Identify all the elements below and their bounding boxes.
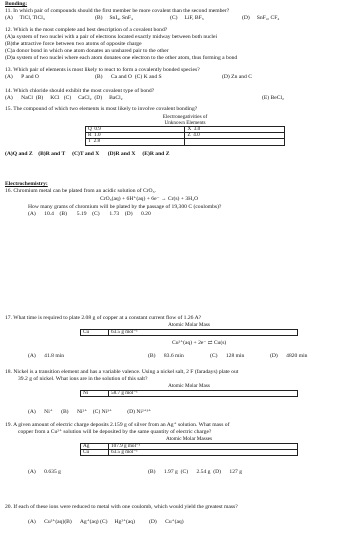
q18-table-title: Atomic Molar Mass	[168, 383, 210, 390]
q17-table-title: Atomic Molar Mass	[168, 322, 210, 329]
q19-line-1: 19. A given amount of electric charge deposits 2.159 g of silver from an Ag⁺ solution. What mass of	[5, 422, 230, 428]
q13-option-d: (D) Zn and C	[222, 74, 252, 80]
bonding-heading: Bonding:	[5, 1, 28, 7]
q15-text: 15. The compound of which two elements is most likely to involve covalent bonding?	[5, 106, 198, 112]
q12-option-b: (B)the attractive force between two atoms of opposite charge	[5, 41, 142, 47]
electrochemistry-heading: Electrochemistry:	[5, 181, 48, 187]
en-table-header-1: Electronegativities of	[162, 114, 208, 120]
q11-option-d: (D) SnF₄, CF₄	[242, 15, 280, 21]
q17-table-mass: 63.5 g mol⁻¹	[109, 329, 298, 335]
q19-line-2: copper from a Cu²⁺ solution will be deposited by the same quantity of electric charge?	[18, 429, 212, 435]
q17-molar-mass-table	[80, 323, 298, 336]
q20-text: 20. If each of these ions were reduced to metal with one coulomb, which would yield the greatest mass?	[5, 504, 238, 510]
q14-text: 14. Which chloride should exhibit the most covalent type of bond?	[5, 88, 155, 94]
en-cell: X 3.0	[185, 127, 285, 133]
q14-option-e: (E) BeCl₂	[262, 95, 284, 101]
q17-option-d: (D) 4820 min	[270, 353, 308, 359]
en-cell: Z 4.0	[185, 133, 285, 139]
q11-option-c: (C) LiF, BF₃	[170, 15, 204, 21]
q18-table-mass: 58.7 g mol⁻¹	[109, 390, 298, 396]
q19-table-elem: Cu	[81, 449, 109, 455]
q19-option-a: (A) 0.635 g	[28, 469, 61, 475]
q12-option-d: (D)a system of two nuclei where each atom donates one electron to the other atom, thus forming a bond	[5, 55, 238, 61]
q17-option-c: (C) 128 min	[210, 353, 245, 359]
q18-line-1: 18. Nickel is a transition element and has a variable valence. Using a nickel salt, 2 F (faradays) plate out	[5, 369, 239, 375]
q14-options: (A) NaCl (B) KCl (C) CaCl₂ (D) BaCl₂	[5, 95, 123, 101]
q18-molar-mass-table	[80, 384, 298, 397]
q12-option-c: (C)a donor bond in which one atom donates an unshared pair to the other	[5, 48, 169, 54]
q17-text: 17. What time is required to plate 2.08 g of copper at a constant current flow of 1.26 A?	[5, 315, 202, 321]
q16-question: How many grams of chromium will be plated by the passage of 19,300 C (coulombs)?	[28, 204, 222, 210]
q11-text: 11. In which pair of compounds should the first member be more covalent than the second member?	[5, 8, 230, 14]
q13-option-a: (A) P and O	[5, 74, 39, 80]
q11-option-b: (B) SnI₄, SnF₄	[95, 15, 133, 21]
en-cell	[185, 139, 285, 145]
q20-answers: (A) Cu²⁺(aq)(B) Ag⁺(aq) (C) Hg²⁺(aq) (D) Cu⁺(aq)	[28, 519, 184, 525]
q18-table-elem: Ni	[81, 390, 109, 396]
en-cell: Q 0.9	[86, 127, 185, 133]
q19-table-mass: 107.9 g mol⁻¹	[109, 443, 298, 449]
q16-text: 16. Chromium metal can be plated from an acidic solution of CrO₃.	[5, 188, 156, 194]
q17-option-b: (B) 83.6 min	[148, 353, 184, 359]
q19-molar-mass-table	[80, 437, 298, 456]
q15-answers: (A)Q and Z (B)R and T (C)T and X (D)R and X (E)R and Z	[5, 151, 170, 157]
electronegativity-table	[85, 114, 285, 146]
q19-options-rest: (B) 1.97 g (C) 2.54 g (D) 127 g	[148, 469, 242, 475]
en-cell: R 1.0	[86, 133, 185, 139]
q19-table-elem: Ag	[81, 443, 109, 449]
q12-option-a: (A)a system of two nuclei with a pair of electrons located exactly midway between both nuclei	[5, 34, 218, 40]
q18-answers: (A) Ni⁺ (B) Ni²⁺ (C) Ni³⁺ (D) Ni²⁺³⁺	[28, 409, 152, 415]
en-cell: T 2.8	[86, 139, 185, 145]
q17-reaction: Cu²⁺(aq) + 2e⁻ ⇄ Cu(s)	[172, 340, 227, 346]
q16-answers: (A) 10.4 (B) 5.19 (C) 1.73 (D) 0.20	[28, 211, 151, 217]
q17-option-a: (A) 41.8 min	[28, 353, 65, 359]
q19-table-title: Atomic Molar Masses	[165, 436, 213, 443]
q13-text: 13. Which pair of elements is most likely to react to form a covalently bonded species?	[5, 67, 200, 73]
q19-table-mass: 63.5 g mol⁻¹	[109, 449, 298, 455]
q12-text: 12. Which is the most complete and best description of a covalent bond?	[5, 27, 168, 33]
q18-line-2: 39.2 g of nickel. What ions are in the solution of this salt?	[18, 376, 148, 382]
q17-table-elem: Cu	[81, 329, 109, 335]
q13-option-b: (B) Ca and O (C) K and S	[95, 74, 162, 80]
en-table-header-2: Unknown Elements	[164, 120, 206, 126]
q11-option-a: (A) TlCl, TlCl₃	[5, 15, 45, 21]
q16-reaction: CrO₃(aq) + 6H⁺(aq) + 6e⁻ → Cr(s) + 3H₂O	[100, 196, 199, 202]
